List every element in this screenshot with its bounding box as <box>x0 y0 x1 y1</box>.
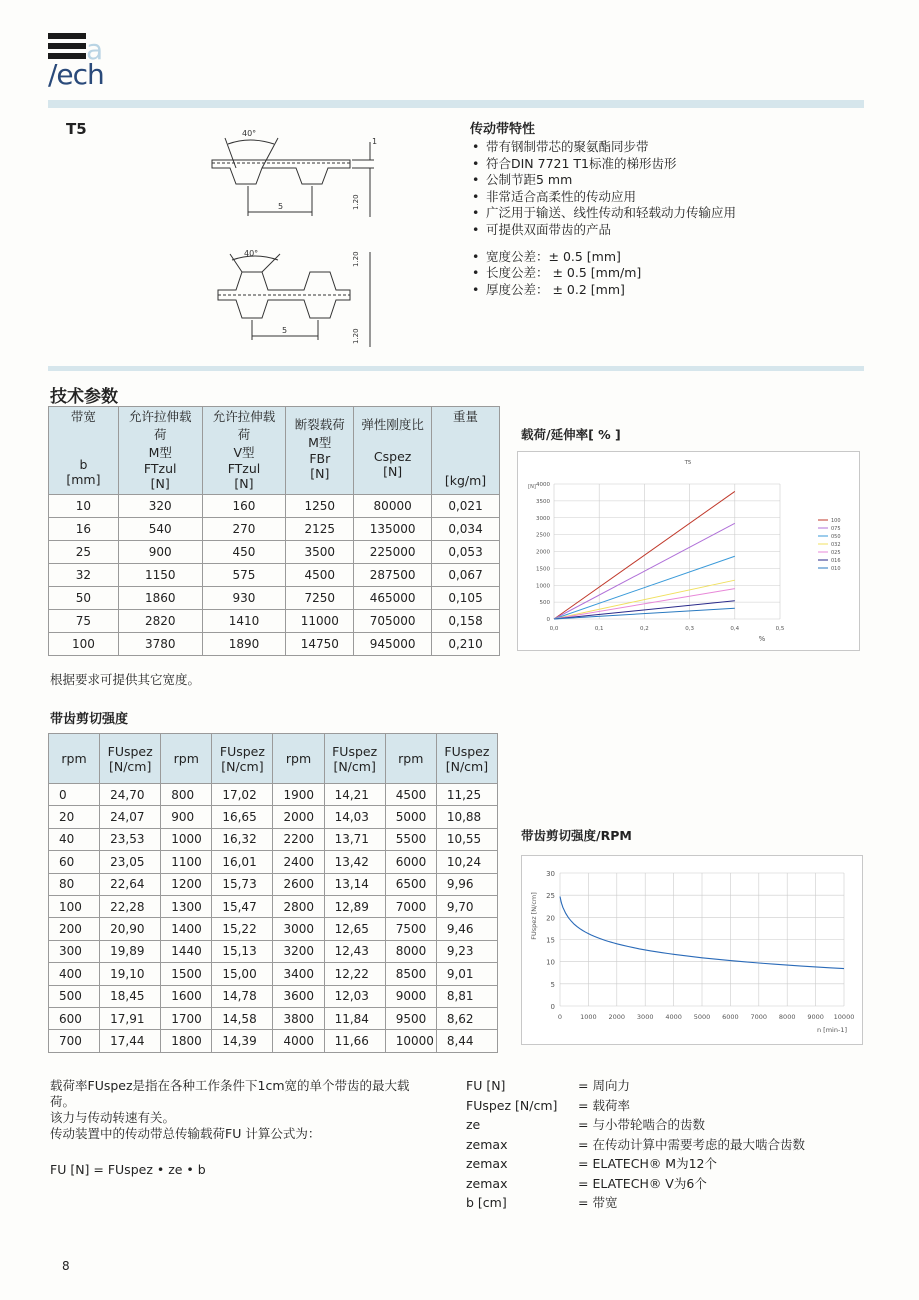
shear-header-force: FUspez [N/cm] <box>324 734 385 784</box>
x-tick-label: 0,3 <box>685 626 694 632</box>
x-tick-label: 0,4 <box>730 626 740 632</box>
definition-text: = 载荷率 <box>578 1097 630 1113</box>
table-row <box>49 610 500 633</box>
table-cell: 75 <box>49 610 119 633</box>
y-axis-label: FUspez [N/cm] <box>530 892 538 940</box>
angle-label-top: 40° <box>242 129 257 138</box>
tech-table <box>48 406 500 656</box>
shear-rpm-chart <box>521 855 863 1045</box>
table-cell: 23,53 <box>100 828 161 850</box>
table-cell: 13,71 <box>324 828 385 850</box>
logo-letter: a <box>86 33 104 66</box>
y-tick-label: 15 <box>546 936 555 945</box>
table-row <box>49 1030 498 1052</box>
table-row <box>49 895 498 917</box>
tech-header: 弹性刚度比 Cspez [N] <box>354 407 432 495</box>
table-cell: 14,78 <box>212 985 273 1007</box>
table-cell: 12,22 <box>324 963 385 985</box>
angle-label-bottom: 40° <box>244 249 259 258</box>
table-cell: 900 <box>118 541 202 564</box>
table-cell: 465000 <box>354 587 432 610</box>
feature-item: • 公制节距5 mm <box>470 172 736 189</box>
x-tick-label: 3000 <box>636 1013 654 1021</box>
x-tick-label: 0,5 <box>775 626 785 632</box>
table-cell: 1150 <box>118 564 202 587</box>
definition-row <box>466 1154 805 1174</box>
table-cell: 7250 <box>286 587 354 610</box>
y-tick-label: 30 <box>546 870 555 878</box>
table-cell: 10000 <box>385 1030 436 1052</box>
table-cell: 450 <box>202 541 286 564</box>
table-cell: 287500 <box>354 564 432 587</box>
table-cell: 4000 <box>273 1030 324 1052</box>
shear-header-force: FUspez [N/cm] <box>100 734 161 784</box>
definition-row <box>466 1096 805 1116</box>
table-cell: 40 <box>49 828 100 850</box>
table-cell: 2125 <box>286 518 354 541</box>
shear-header-force: FUspez [N/cm] <box>436 734 497 784</box>
explanation-line: 该力与传动转速有关。 <box>50 1110 176 1125</box>
load-elongation-chart <box>517 451 860 651</box>
legend-label: 050 <box>831 534 841 540</box>
table-cell: 1440 <box>161 940 212 962</box>
tech-header: 允许拉伸载 荷 M型 FTzul [N] <box>118 407 202 495</box>
table-cell: 15,22 <box>212 918 273 940</box>
y-tick-label: 1000 <box>536 583 550 590</box>
table-cell: 16 <box>49 518 119 541</box>
explanation-text <box>50 1078 460 1142</box>
x-tick-label: 9000 <box>807 1013 824 1021</box>
table-cell: 12,65 <box>324 918 385 940</box>
tolerance-item: • 宽度公差：± 0.5 [mm] <box>470 249 736 266</box>
table-row <box>49 918 498 940</box>
table-cell: 3800 <box>273 1007 324 1029</box>
table-cell: 8,44 <box>436 1030 497 1052</box>
pitch-label-top: 5 <box>278 202 284 211</box>
mid-band <box>48 366 864 371</box>
table-cell: 9,96 <box>436 873 497 895</box>
table-cell: 16,01 <box>212 851 273 873</box>
table-cell: 3500 <box>286 541 354 564</box>
table-cell: 14,21 <box>324 784 385 806</box>
table-cell: 2820 <box>118 610 202 633</box>
table-cell: 300 <box>49 940 100 962</box>
table-cell: 1890 <box>202 633 286 656</box>
y-tick-label: 4000 <box>536 482 550 488</box>
legend-label: 032 <box>831 542 841 548</box>
definition-text: = 在传动计算中需要考虑的最大啮合齿数 <box>578 1136 805 1152</box>
table-cell: 100 <box>49 895 100 917</box>
feature-item: • 带有钢制带芯的聚氨酯同步带 <box>470 139 736 156</box>
table-cell: 60 <box>49 851 100 873</box>
table-cell: 5500 <box>385 828 436 850</box>
table-cell: 540 <box>118 518 202 541</box>
tech-header: 允许拉伸载 荷 V型 FTzul [N] <box>202 407 286 495</box>
table-cell: 22,64 <box>100 873 161 895</box>
legend-label: 100 <box>831 518 841 524</box>
x-tick-label: 5000 <box>693 1013 711 1021</box>
y-tick-label: 25 <box>546 892 555 901</box>
table-cell: 16,32 <box>212 828 273 850</box>
chart-title: T5 <box>684 460 692 466</box>
table-cell: 2200 <box>273 828 324 850</box>
feature-item: • 符合DIN 7721 T1标准的梯形齿形 <box>470 156 736 173</box>
shear-header-force: FUspez [N/cm] <box>212 734 273 784</box>
height-label-b1: 1.20 <box>352 251 360 267</box>
explanation-line: 传动装置中的传动带总传输载荷FU 计算公式为： <box>50 1126 321 1141</box>
table-row <box>49 564 500 587</box>
table-cell: 1250 <box>286 495 354 518</box>
shear-header-rpm: rpm <box>161 734 212 784</box>
x-tick-label: 6000 <box>722 1013 739 1021</box>
table-cell: 22,28 <box>100 895 161 917</box>
table-cell: 11000 <box>286 610 354 633</box>
table-row <box>49 633 500 656</box>
tolerance-list <box>470 249 736 299</box>
x-axis-label: n [min-1] <box>817 1026 847 1034</box>
definition-text: = 与小带轮啮合的齿数 <box>578 1117 705 1132</box>
height-label-b2: 1.20 <box>352 328 360 344</box>
definition-symbol: zemax <box>466 1175 508 1191</box>
tech-note: 根据要求可提供其它宽度。 <box>50 672 201 687</box>
table-cell: 1900 <box>273 784 324 806</box>
y-tick-label: 3500 <box>536 498 550 505</box>
table-cell: 18,45 <box>100 985 161 1007</box>
table-cell: 12,89 <box>324 895 385 917</box>
table-cell: 945000 <box>354 633 432 656</box>
table-cell: 3200 <box>273 940 324 962</box>
table-cell: 320 <box>118 495 202 518</box>
chart1-section-title: 载荷/延伸率[ % ] <box>521 427 621 442</box>
logo-text: /ech <box>48 58 104 91</box>
definitions-table <box>466 1076 805 1213</box>
table-cell: 24,07 <box>100 806 161 828</box>
table-cell: 3400 <box>273 963 324 985</box>
tolerance-item: • 厚度公差： ± 0.2 [mm] <box>470 282 736 299</box>
table-cell: 0 <box>49 784 100 806</box>
table-cell: 19,89 <box>100 940 161 962</box>
tech-header: 带宽 b [mm] <box>49 407 119 495</box>
tech-header: 重量 [kg/m] <box>432 407 500 495</box>
table-row <box>49 851 498 873</box>
definition-symbol: zemax <box>466 1156 508 1171</box>
table-cell: 7000 <box>385 895 436 917</box>
table-cell: 8500 <box>385 963 436 985</box>
table-cell: 7500 <box>385 918 436 940</box>
table-cell: 700 <box>49 1030 100 1052</box>
definition-symbol: ze <box>466 1117 481 1132</box>
table-cell: 3000 <box>273 918 324 940</box>
explanation-line: 载荷率FUspez是指在各种工作条件下1cm宽的单个带齿的最大载 <box>50 1078 410 1093</box>
y-tick-label: 0 <box>546 617 550 623</box>
table-cell: 800 <box>161 784 212 806</box>
shear-header-rpm: rpm <box>385 734 436 784</box>
y-tick-label: 3000 <box>536 515 550 522</box>
table-cell: 20 <box>49 806 100 828</box>
y-tick-label: 0 <box>550 1003 555 1011</box>
table-row <box>49 873 498 895</box>
tech-header: 断裂载荷 M型 FBr [N] <box>286 407 354 495</box>
table-cell: 135000 <box>354 518 432 541</box>
table-cell: 20,90 <box>100 918 161 940</box>
formula: FU [N] = FUspez • ze • b <box>50 1162 206 1177</box>
chart2-section-title: 带齿剪切强度/RPM <box>521 828 632 843</box>
x-tick-label: 8000 <box>778 1013 796 1021</box>
table-cell: 11,66 <box>324 1030 385 1052</box>
explanation-line: 荷。 <box>50 1094 76 1109</box>
feature-item: • 可提供双面带齿的产品 <box>470 222 736 239</box>
table-cell: 3780 <box>118 633 202 656</box>
definition-row <box>466 1076 805 1096</box>
table-cell: 270 <box>202 518 286 541</box>
definition-text: = 带宽 <box>578 1195 618 1210</box>
x-tick-label: 1000 <box>580 1013 597 1021</box>
table-cell: 2000 <box>273 806 324 828</box>
x-tick-label: 0,2 <box>640 626 649 632</box>
y-tick-label: 2000 <box>536 549 550 556</box>
table-row <box>49 541 500 564</box>
table-cell: 13,42 <box>324 851 385 873</box>
table-cell: 0,210 <box>432 633 500 656</box>
table-row <box>49 587 500 610</box>
table-cell: 11,25 <box>436 784 497 806</box>
table-row <box>49 806 498 828</box>
table-cell: 100 <box>49 633 119 656</box>
table-cell: 2600 <box>273 873 324 895</box>
table-cell: 15,13 <box>212 940 273 962</box>
table-cell: 17,02 <box>212 784 273 806</box>
table-cell: 705000 <box>354 610 432 633</box>
table-cell: 1500 <box>161 963 212 985</box>
legend-label: 016 <box>831 558 841 564</box>
table-cell: 50 <box>49 587 119 610</box>
table-cell: 8000 <box>385 940 436 962</box>
definition-symbol: zemax <box>466 1136 508 1152</box>
legend-label: 025 <box>831 550 841 556</box>
table-cell: 600 <box>49 1007 100 1029</box>
definition-symbol: FU [N] <box>466 1078 506 1093</box>
features-list <box>470 139 736 239</box>
table-cell: 14,39 <box>212 1030 273 1052</box>
table-cell: 1700 <box>161 1007 212 1029</box>
x-tick-label: 4000 <box>665 1013 682 1021</box>
table-cell: 0,034 <box>432 518 500 541</box>
table-cell: 13,14 <box>324 873 385 895</box>
y-tick-label: 2500 <box>536 532 550 539</box>
y-tick-label: 500 <box>539 600 550 607</box>
definition-text: = ELATECH® V为6个 <box>578 1175 707 1191</box>
table-cell: 10,24 <box>436 851 497 873</box>
table-cell: 1300 <box>161 895 212 917</box>
table-cell: 32 <box>49 564 119 587</box>
definition-symbol: b [cm] <box>466 1195 507 1210</box>
y-tick-label: 10 <box>546 958 555 967</box>
table-cell: 9,70 <box>436 895 497 917</box>
x-axis-label: % <box>758 635 766 643</box>
table-row <box>49 495 500 518</box>
y-tick-label: 20 <box>546 914 555 923</box>
table-cell: 19,10 <box>100 963 161 985</box>
pitch-label-bottom: 5 <box>282 326 288 335</box>
definition-symbol: FUspez [N/cm] <box>466 1097 558 1113</box>
page-number: 8 <box>62 1259 70 1273</box>
shear-title: 带齿剪切强度 <box>50 712 129 727</box>
shear-header-rpm: rpm <box>49 734 100 784</box>
shear-table <box>48 733 498 1053</box>
definition-row <box>466 1135 805 1155</box>
x-tick-label: 0,1 <box>594 626 604 632</box>
table-cell: 1000 <box>161 828 212 850</box>
table-row <box>49 1007 498 1029</box>
features-title: 传动带特性 <box>470 122 536 137</box>
x-tick-label: 0,0 <box>549 626 559 632</box>
table-cell: 1200 <box>161 873 212 895</box>
table-cell: 160 <box>202 495 286 518</box>
table-cell: 15,73 <box>212 873 273 895</box>
legend-label: 075 <box>831 526 841 532</box>
section-code: T5 <box>66 120 87 138</box>
table-cell: 1100 <box>161 851 212 873</box>
features-block <box>470 118 736 298</box>
table-row <box>49 940 498 962</box>
height-label-top: 1.20 <box>352 194 360 210</box>
table-row <box>49 828 498 850</box>
table-cell: 14,58 <box>212 1007 273 1029</box>
table-cell: 10,55 <box>436 828 497 850</box>
table-cell: 23,05 <box>100 851 161 873</box>
table-cell: 4500 <box>286 564 354 587</box>
table-cell: 6000 <box>385 851 436 873</box>
table-cell: 2800 <box>273 895 324 917</box>
table-cell: 11,84 <box>324 1007 385 1029</box>
table-cell: 25 <box>49 541 119 564</box>
tolerance-item: • 长度公差： ± 0.5 [mm/m] <box>470 265 736 282</box>
x-tick-label: 2000 <box>608 1013 626 1021</box>
table-row <box>49 518 500 541</box>
feature-item: • 非常适合高柔性的传动应用 <box>470 189 736 206</box>
y-tick-label: 1500 <box>536 566 550 573</box>
table-cell: 15,47 <box>212 895 273 917</box>
table-cell: 1400 <box>161 918 212 940</box>
table-cell: 14,03 <box>324 806 385 828</box>
table-cell: 14750 <box>286 633 354 656</box>
table-cell: 1410 <box>202 610 286 633</box>
table-cell: 575 <box>202 564 286 587</box>
table-cell: 9000 <box>385 985 436 1007</box>
shear-header-rpm: rpm <box>273 734 324 784</box>
tech-title: 技术参数 <box>50 387 118 407</box>
feature-item: • 广泛用于输送、线性传动和轻载动力传输应用 <box>470 205 736 222</box>
table-cell: 0,053 <box>432 541 500 564</box>
table-row <box>49 963 498 985</box>
table-row <box>49 985 498 1007</box>
table-cell: 930 <box>202 587 286 610</box>
table-cell: 9,46 <box>436 918 497 940</box>
table-cell: 16,65 <box>212 806 273 828</box>
table-cell: 12,43 <box>324 940 385 962</box>
legend-label: 010 <box>831 566 841 572</box>
definition-text: = 周向力 <box>578 1078 630 1093</box>
table-cell: 8,62 <box>436 1007 497 1029</box>
table-cell: 8,81 <box>436 985 497 1007</box>
table-row <box>49 784 498 806</box>
definition-row <box>466 1115 805 1135</box>
table-cell: 1600 <box>161 985 212 1007</box>
table-cell: 3600 <box>273 985 324 1007</box>
table-cell: 10,88 <box>436 806 497 828</box>
x-tick-label: 7000 <box>750 1013 768 1021</box>
table-cell: 9500 <box>385 1007 436 1029</box>
table-cell: 0,021 <box>432 495 500 518</box>
table-cell: 0,105 <box>432 587 500 610</box>
table-cell: 17,91 <box>100 1007 161 1029</box>
table-cell: 4500 <box>385 784 436 806</box>
dim-one-label: 1 <box>372 137 378 146</box>
table-cell: 24,70 <box>100 784 161 806</box>
definition-text: = ELATECH® M为12个 <box>578 1156 718 1171</box>
table-cell: 2400 <box>273 851 324 873</box>
table-cell: 9,23 <box>436 940 497 962</box>
table-cell: 80 <box>49 873 100 895</box>
table-cell: 900 <box>161 806 212 828</box>
table-cell: 80000 <box>354 495 432 518</box>
table-cell: 10 <box>49 495 119 518</box>
table-cell: 15,00 <box>212 963 273 985</box>
table-cell: 200 <box>49 918 100 940</box>
y-axis-label: [N] <box>528 484 536 490</box>
x-tick-label: 10000 <box>833 1013 855 1021</box>
table-cell: 12,03 <box>324 985 385 1007</box>
table-cell: 5000 <box>385 806 436 828</box>
table-cell: 6500 <box>385 873 436 895</box>
top-band <box>48 100 864 108</box>
belt-profile-diagram <box>200 122 380 352</box>
table-cell: 500 <box>49 985 100 1007</box>
x-tick-label: 0 <box>557 1013 563 1021</box>
table-cell: 400 <box>49 963 100 985</box>
table-cell: 225000 <box>354 541 432 564</box>
table-cell: 0,067 <box>432 564 500 587</box>
table-cell: 0,158 <box>432 610 500 633</box>
definition-row <box>466 1174 805 1194</box>
y-tick-label: 5 <box>550 980 555 989</box>
table-cell: 17,44 <box>100 1030 161 1052</box>
table-cell: 1800 <box>161 1030 212 1052</box>
table-cell: 1860 <box>118 587 202 610</box>
definition-row <box>466 1193 805 1213</box>
table-cell: 9,01 <box>436 963 497 985</box>
